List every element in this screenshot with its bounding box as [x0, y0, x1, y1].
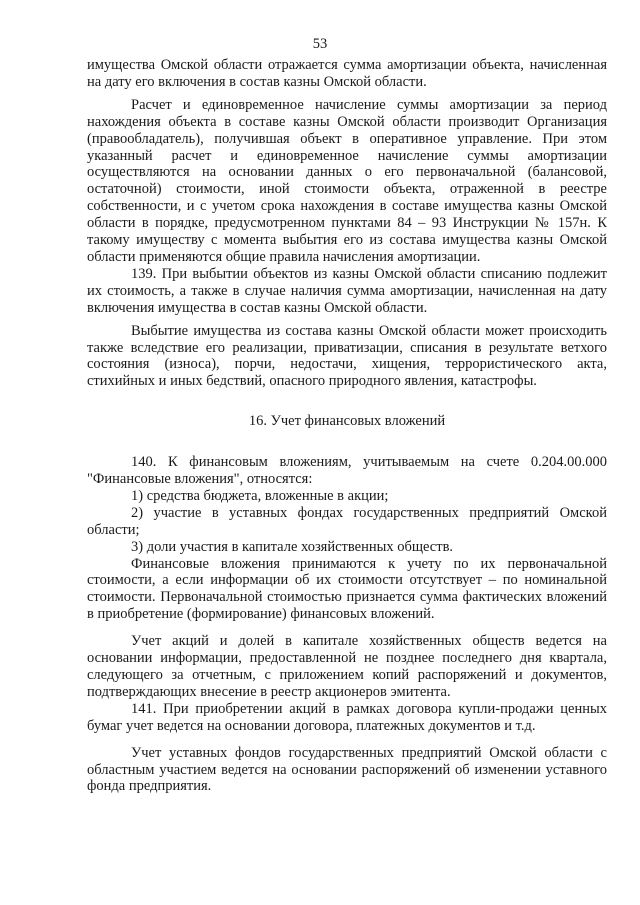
paragraph-141: 141. При приобретении акций в рамках договора купли-продажи ценных бумаг учет ведется на основании договора, платежных документов и т.д.: [87, 700, 607, 734]
paragraph-140: 140. К финансовым вложениям, учитываемым на счете 0.204.00.000 "Финансовые вложения", относятся:: [87, 454, 607, 488]
paragraph-statutory-funds: Учет уставных фондов государственных предприятий Омской области с областным участием ведется на основании распоряжений об изменении уставного фонда предприятия.: [87, 744, 607, 795]
list-item-2: 2) участие в уставных фондах государственных предприятий Омской области;: [87, 504, 607, 538]
paragraph-139: 139. При выбытии объектов из казны Омской области списанию подлежит их стоимость, а также в случае наличия сумма амортизации, начисленная на дату включения имущества в состав казны Омской области.: [87, 265, 607, 316]
paragraph-initial-cost: Финансовые вложения принимаются к учету по их первоначальной стоимости, а если информации об их стоимости отсутствует – по номинальной стоимости. Первоначальной стоимостью признается сумма фактических вложений в приобретение (формирование) финансовых вложений.: [87, 555, 607, 623]
paragraph-shares-accounting: Учет акций и долей в капитале хозяйственных обществ ведется на основании информации, предоставленной не позднее последнего дня квартала, следующего за отчетным, с приложением копий распоряжений и документов, подтверждающих внесение в реестр акционеров эмитента.: [87, 633, 607, 700]
section-heading: 16. Учет финансовых вложений: [248, 413, 446, 430]
list-item-3: 3) доли участия в капитале хозяйственных обществ.: [131, 538, 454, 555]
paragraph-disposal-reasons: Выбытие имущества из состава казны Омской области может происходить также вследствие его реализации, приватизации, списания в результате ветхого состояния (износа), порчи, недостачи, хищения, террористического акта, стихийных и иных бедствий, опасного природного явления, катастрофы.: [87, 322, 607, 390]
document-body: [87, 57, 607, 795]
paragraph-amortization-calc: Расчет и единовременное начисление суммы амортизации за период нахождения объекта в составе казны Омской области производит Организация (правообладатель), получившая объект в оперативное управление. При этом указанный расчет и единовременное начисление суммы амортизации осуществляются на основании данных о его первоначальной (балансовой, остаточной) стоимости, иной стоимости объекта, отраженной в реестре собственности, и с учетом срока нахождения в составе имущества казны Омской области в порядке, предусмотренном пунктами 84 – 93 Инструкции № 157н. К такому имуществу с момента выбытия его из состава имущества казны Омской области применяются общие правила начисления амортизации.: [87, 96, 607, 265]
list-item-1: 1) средства бюджета, вложенные в акции;: [131, 487, 389, 504]
paragraph-continuation: имущества Омской области отражается сумма амортизации объекта, начисленная на дату его включения в состав казны Омской области.: [87, 57, 607, 90]
page-number: 53: [312, 36, 328, 52]
